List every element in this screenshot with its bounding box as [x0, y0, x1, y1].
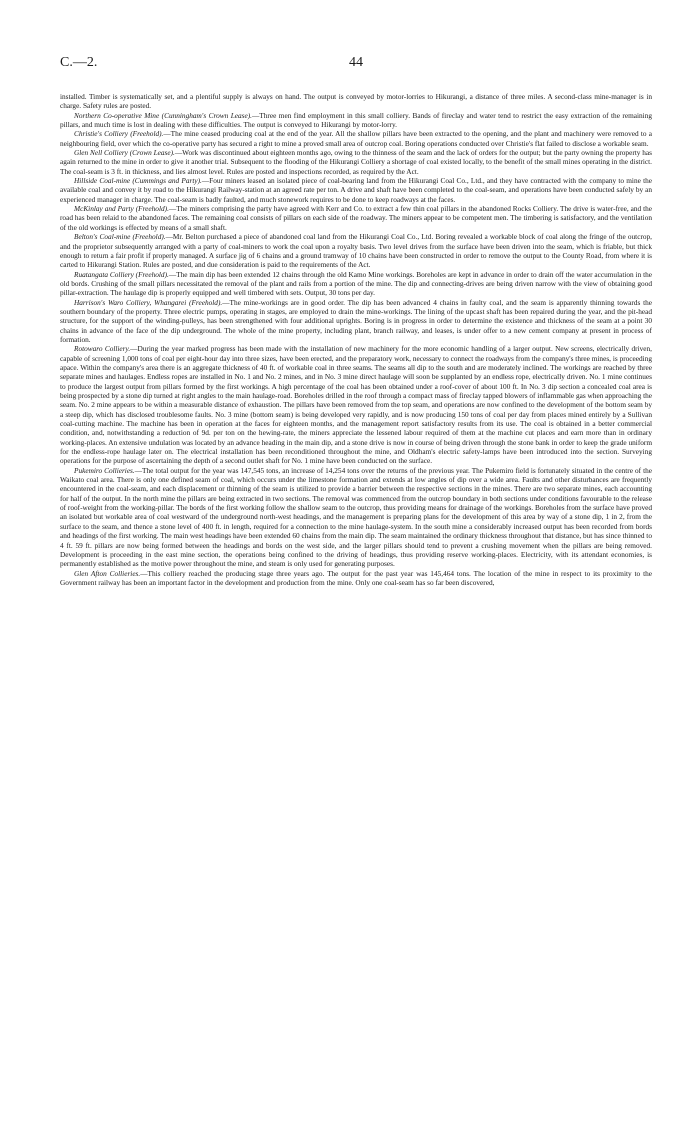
paragraph-glen-nell	[60, 148, 652, 176]
section-title: Pukemiro Collieries.	[74, 465, 135, 475]
section-title: McKinlay and Party (Freehold).	[74, 204, 169, 214]
paragraph-text: —The mine ceased producing coal at the end of the year. All the shallow pillars have been extracted to the opening, and the plant and machinery were removed to a neighbouring field, over which the co-operative party has secured a right to mine a proved small area of outcrop coal. Boring operations conducted over Christie's flat failed to disclose a workable seam.	[60, 129, 652, 148]
paragraph-glen-afton	[60, 569, 652, 588]
section-title: Harrison's Waro Colliery, Whangarei (Freehold).	[74, 297, 223, 307]
paragraph-text: —Four miners leased an isolated piece of coal-bearing land from the Hikurangi Coal Co., Ltd., and they have contracted with the company to mine the available coal and convey it by road to the Hikurangi Railway-station at an agreed rate per ton. A drive and shaft have been completed to the coal-seam, and operations have been conducted safely by an experienced manager in charge. The coal-seam is badly faulted, and much stonework requires to be done to keep roadways at the faces.	[60, 176, 652, 204]
paragraph-ruatangata	[60, 270, 652, 298]
section-title: Christie's Colliery (Freehold).	[74, 129, 164, 139]
paragraph-northern-co-operative	[60, 111, 652, 130]
section-title: Northern Co-operative Mine (Cunningham's Crown Lease).	[74, 110, 252, 120]
section-title: Ruatangata Colliery (Freehold).	[74, 269, 169, 279]
paragraph-text: —This colliery reached the producing stage three years ago. The output for the past year was 145,464 tons. The location of the mine in respect to its proximity to the Government railway has been an important factor in the development and production from the mine. Only one coal-seam has so far been discovered,	[60, 568, 652, 587]
paragraph-text: installed. Timber is systematically set, and a plentiful supply is always on hand. The output is conveyed by motor-lorries to Hikurangi, a distance of three miles. A second-class mine-manager is in charge. Safety rules are posted.	[60, 92, 652, 111]
paragraph-text: —During the year marked progress has been made with the installation of new machinery for the more economic handling of a larger output. New screens, electrically driven, capable of screening 1,000 tons of coal per eight-hour day into three sizes, have been erected, and the preparatory work, necessary to connect the roadways from the company's three mines, is proceeding apace. Within the company's area there is an aggregate thickness of 40 ft. of workable coal in three seams. The seams all dip to the south and are moderately inclined. The workings are reached by three separate mines and haulages. Endless ropes are installed in No. 1 and No. 2 mines, and in No. 3 mine direct haulage will soon be supplanted by an endless rope, electrically driven. No. 1 mine continues to produce the largest output from pillars formed by the first workings. A high percentage of the coal has been obtained under a roof-cover of about 100 ft. In No. 3 dip section a concealed coal area is being prospected by a stone dip turned at right angles to the main haulage-road. Boreholes drilled in the roof through a compact mass of fireclay tapped blowers of inflammable gas when approaching the seam. No. 2 mine appears to be within a measurable distance of exhaustion. The pillars have been removed from the top seam, and operations are now confined to the development of the bottom seam by a steep dip, which has disclosed troublesome faults. No. 3 mine (bottom seam) is being developed very rapidly, and is now producing 150 tons of coal per day from places mined entirely by a Sullivan coal-cutting machine. The machine has been in operation at the faces for eighteen months, and the management report satisfactory results from its use. The coal is obtained in a better commercial condition, and, notwithstanding a reduction of 9d. per ton on the hewing-rate, the miners appreciate the lessened labour required of them at the machine cut places and earn more than in ordinary working-places. An extensive undulation was located by an advance heading in the main dip, and a stone drive is now in course of being driven through the stone bank in order to keep the grade uniform for the endless-rope haulage later on. The electrical installation has been reconditioned throughout the mine, and Oldham's electric safety-lamps have been introduced into the section. Surveying operations for the purpose of ascertaining the depth of a second outlet shaft for No. 1 mine have been conducted on the surface.	[60, 344, 652, 466]
page-header	[60, 55, 652, 77]
section-title: Belton's Coal-mine (Freehold).	[74, 232, 166, 242]
section-title: Rotowaro Colliery.	[74, 344, 131, 354]
document-reference: C.—2.	[60, 55, 98, 70]
section-title: Glen Afton Collieries.	[74, 568, 141, 578]
paragraph-text: —The miners comprising the party have agreed with Kerr and Co. to extract a few thin coal pillars in the abandoned Rocks Colliery. The drive is water-free, and the road has been relaid to the abandoned faces. The remaining coal consists of pillars on each side of the roadway. The miners appear to be competent men. The timbering is satisfactory, and the ventilation of the old workings is effected by means of a small shaft.	[60, 204, 652, 232]
body-text	[60, 92, 652, 587]
paragraph-hillside	[60, 176, 652, 204]
paragraph-continued	[60, 92, 652, 111]
paragraph-pukemiro	[60, 466, 652, 569]
paragraph-text: —Mr. Belton purchased a piece of abandoned coal land from the Hikurangi Coal Co., Ltd. Boring revealed a workable block of coal along the fringe of the outcrop, and the proprietor subsequently arranged with a party of coal-miners to work the coal upon a royalty basis. Two level drives from the surface have been driven into the seam, which is friable, but thick enough to return a fair profit if properly managed. A surface jig of 6 chains and a ground tramway of 10 chains have been constructed in order to remove the output to the County Road, from where it is carted to Hikurangi Station. Rules are posted, and due consideration is paid to the requirements of the Act.	[60, 232, 652, 270]
paragraph-christies	[60, 129, 652, 148]
paragraph-text: —Work was discontinued about eighteen months ago, owing to the thinness of the seam and the lack of orders for the output; but the party owning the property has again returned to the mine in order to give it another trial. Subsequent to the flooding of the Hikurangi Colliery a shortage of coal existed locally, to the benefit of the small mines operating in the district. The coal-seam is 3 ft. in thickness, and lies almost level. Rules are posted and inspections recorded, as required by the Act.	[60, 148, 652, 176]
page-number: 44	[349, 55, 363, 70]
section-title: Glen Nell Colliery (Crown Lease).	[74, 148, 175, 158]
paragraph-mckinlay	[60, 204, 652, 232]
paragraph-text: —Three men find employment in this small colliery. Bands of fireclay and water tend to restrict the easy extraction of the remaining pillars, and much time is lost in dealing with these difficulties. The output is conveyed to Hikurangi by motor-lorry.	[60, 110, 652, 130]
paragraph-text: —The total output for the year was 147,545 tons, an increase of 14,254 tons over the returns of the previous year. The Pukemiro field is fortunately situated in the centre of the Waikato coal area. There is only one defined seam of coal, which occurs under the limestone formation and extends at low angles of dip over a wide area. Faults and other disturbances are frequently encountered in the coal-seam, and each displacement or thinning of the seam is utilized to provide a barrier between the respective sections in the mines. There are two separate mines, each accounting for half of the output. In the north mine the pillars are being extracted in two sections. The removal was commenced from the outcrop boundary in both sections under conditions favourable to the release of roof-weight from the working-pillar. The bords of the first working follow the shallow seam to the outcrop, thus providing means for drainage of the workings. Boreholes from the surface have proved an isolated but workable area of coal westward of the underground north-west headings, and the management is preparing plans for the development of this area by way of a stone dip, 1 in 2, from the surface to the seam, and thence a stone level of 400 ft. in length, required for a connection to the mine haulage-system. In the south mine a considerably increased output has been recorded from bords and headings of the first working. The main west headings have been extended 60 chains from the main dip. The seam maintained the ordinary thickness throughout that distance, but has since thinned to 4 ft. 59 ft. pillars are now being formed between the headings and bords on the west side, and the larger pillars should tend to prevent a crushing movement when the pillars are being removed. Development is proceeding in the east mine section, the operations being confined to the driving of headings, thus providing reserve working-places. Electricity, with its attendant economies, is permanently established as the motive power throughout the mine, and steam is only used for generating purposes.	[60, 465, 652, 569]
paragraph-belton	[60, 232, 652, 269]
paragraph-text: —The main dip has been extended 12 chains through the old Kamo Mine workings. Boreholes are kept in advance in order to drain off the water accumulation in the old bords. Crushing of the small pillars necessitated the removal of the plant and rails from a portion of the mine. The dip and connecting-drives are being driven narrow with the view of obtaining good pillar-extraction. The haulage dip is properly equipped and well timbered with sets. Output, 30 tons per day.	[60, 269, 652, 298]
section-title: Hillside Coal-mine (Cummings and Party).	[74, 176, 202, 186]
paragraph-harrisons-waro	[60, 298, 652, 345]
paragraph-text: —The mine-workings are in good order. The dip has been advanced 4 chains in faulty coal, and the seam is apparently thinning towards the southern boundary of the property. Three electric pumps, operating in stages, are employed to drain the mine-workings. The lining of the upcast shaft has been repaired during the year, and the pit-head structure, for the support of the winding-pulleys, has been strengthened with four additional uprights. Boring is in progress in order to determine the existence and thickness of the seam at a point 30 chains in advance of the face of the dip underground. The whole of the mine property, including plant, branch railway, and leases, is under offer to a new cement company at present in process of formation.	[60, 297, 652, 344]
paragraph-rotowaro	[60, 344, 652, 465]
